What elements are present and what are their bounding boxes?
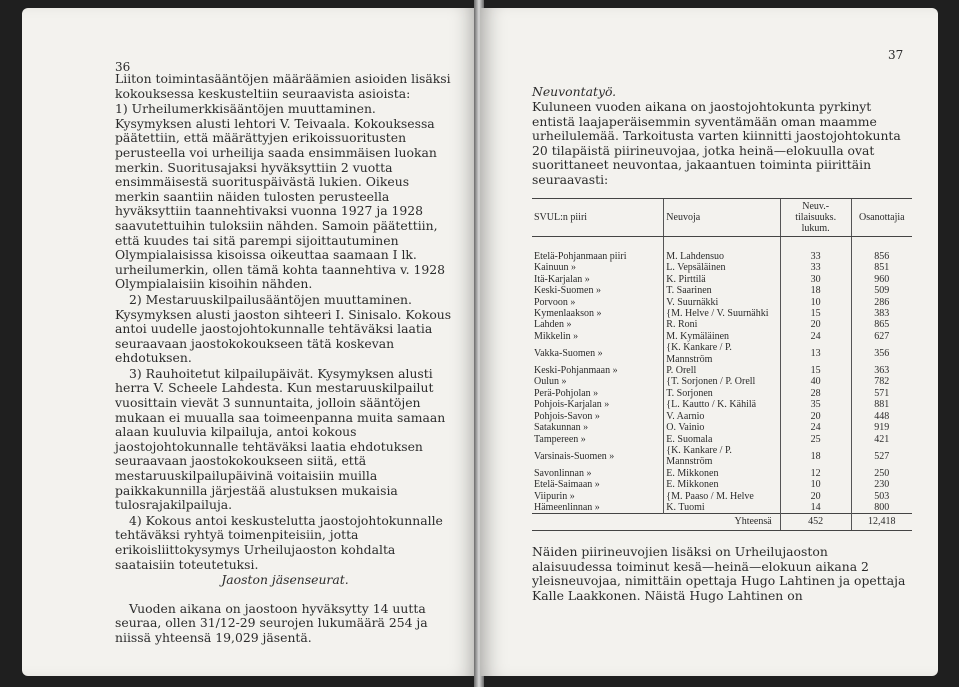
- table-row: [532, 308, 912, 319]
- cell-events: 24: [780, 422, 851, 433]
- cell-district: Mikkelin »: [534, 330, 579, 342]
- cell-district: Kainuun »: [534, 262, 576, 274]
- cell-participants: 356: [851, 342, 912, 365]
- cell-district: Pohjois-Karjalan »: [534, 399, 610, 411]
- cell-events: 20: [780, 411, 851, 422]
- cell-events: 20: [780, 491, 851, 502]
- cell-events: 33: [780, 262, 851, 273]
- cell-participants: 448: [851, 411, 912, 422]
- cell-events: 35: [780, 399, 851, 410]
- cell-counselor: V. Suurnäkki: [664, 297, 780, 308]
- cell-participants: 363: [851, 365, 912, 376]
- cell-counselor: {K. Kankare / P. Mannström: [664, 342, 780, 365]
- counselors-table: [532, 198, 912, 531]
- left-page: [22, 8, 477, 676]
- table-row: [532, 285, 912, 296]
- cell-counselor: R. Roni: [664, 319, 780, 330]
- cell-events: 12: [780, 468, 851, 479]
- cell-participants: 782: [851, 376, 912, 387]
- cell-participants: 509: [851, 285, 912, 296]
- table-row: [532, 262, 912, 273]
- cell-events: 20: [780, 319, 851, 330]
- cell-district: Itä-Karjalan »: [534, 273, 590, 285]
- cell-district: Perä-Pohjolan »: [534, 387, 599, 399]
- cell-counselor: M. Kymäläinen: [664, 331, 780, 342]
- cell-participants: 627: [851, 331, 912, 342]
- cell-participants: 856: [851, 237, 912, 263]
- section-heading-members: Jaoston jäsenseurat.: [221, 572, 349, 588]
- paragraph-3: 3) Rauhoitetut kilpailupäivät. Kysymyksen alusti herra V. Scheele Lahdesta. Kun mestaruuskilpailut vuosittain vievät 3 sunnuntaita, jolloin sääntöjen mukaan ei muualla saa toimeenpanna muita samaan alaan kuuluvia kilpailuja, antoi kokous jaostojohtokunnalle tehtäväksi laatia ehdotuksen seuraavaan jaostokokoukseen siitä, että mestaruuskilpailupäivinä voitaisiin muilla paikkakunnilla järjestää alustuksen mukaisia tulosrajakilpailuja.: [115, 365, 446, 513]
- cell-counselor: {L. Kautto / K. Kähilä: [664, 399, 780, 410]
- page-number-right: 37: [888, 48, 904, 62]
- cell-events: 25: [780, 434, 851, 445]
- right-page: [480, 8, 938, 676]
- cell-district: Savonlinnan »: [534, 467, 592, 479]
- paragraph-4: 4) Kokous antoi keskustelutta jaostojohtokunnalle tehtäväksi ryhtyä toimenpiteisiin, jotta erikoisliittokysymys Urheilujaoston kohdalta saataisiin toteutetuksi.: [115, 512, 443, 572]
- cell-district: Porvoon »: [534, 296, 576, 308]
- cell-counselor: M. Lahdensuo: [664, 237, 780, 263]
- total-events: 452: [780, 514, 851, 530]
- cell-counselor: T. Saarinen: [664, 285, 780, 296]
- cell-counselor: {M. Helve / V. Suurnähki: [664, 308, 780, 319]
- cell-participants: 250: [851, 468, 912, 479]
- section-heading-counseling: Neuvontatyö.: [532, 84, 617, 99]
- table-row: [532, 237, 912, 263]
- cell-district: Keski-Pohjanmaan »: [534, 365, 618, 377]
- cell-district: Hämeenlinnan »: [534, 501, 600, 513]
- paragraph-2: 2) Mestaruuskilpailusääntöjen muuttaminen. Kysymyksen alusti jaoston sihteeri I. Sinisalo. Kokous antoi uudelle jaostojohtokunnalle tehtäväksi laatia seuraavaan jaostokokoukseen tätä koskevan ehdotuksen.: [115, 291, 452, 366]
- cell-participants: 230: [851, 479, 912, 490]
- cell-district: Vakka-Suomen »: [534, 347, 603, 359]
- cell-counselor: K. Tuomi: [664, 502, 780, 514]
- cell-events: 15: [780, 308, 851, 319]
- column-header-district: SVUL:n piiri: [532, 199, 664, 237]
- cell-participants: 960: [851, 274, 912, 285]
- table-row: [532, 491, 912, 502]
- table-row: [532, 331, 912, 342]
- table-row: [532, 274, 912, 285]
- cell-participants: 571: [851, 388, 912, 399]
- cell-events: 10: [780, 297, 851, 308]
- cell-participants: 527: [851, 445, 912, 468]
- table-row: [532, 445, 912, 468]
- cell-participants: 800: [851, 502, 912, 514]
- cell-events: 18: [780, 285, 851, 296]
- table-row: [532, 319, 912, 330]
- cell-district: Tampereen »: [534, 433, 586, 445]
- cell-district: Keski-Suomen »: [534, 285, 601, 297]
- cell-events: 10: [780, 479, 851, 490]
- table-row: [532, 399, 912, 410]
- cell-district: Etelä-Pohjanmaan piiri: [534, 251, 627, 262]
- paragraph-intro: Liiton toimintasääntöjen määräämien asioiden lisäksi kokouksessa keskusteltiin seuraavista asioista:: [115, 71, 451, 101]
- cell-counselor: {T. Sorjonen / P. Orell: [664, 376, 780, 387]
- cell-events: 33: [780, 237, 851, 263]
- cell-counselor: P. Orell: [664, 365, 780, 376]
- table-row: [532, 479, 912, 490]
- table-row: [532, 342, 912, 365]
- table-body: [532, 237, 912, 514]
- cell-events: 28: [780, 388, 851, 399]
- table-row: [532, 376, 912, 387]
- cell-counselor: {K. Kankare / P. Mannström: [664, 445, 780, 468]
- table-header-row: [532, 199, 912, 237]
- paragraph-counseling-intro: Kuluneen vuoden aikana on jaostojohtokunta pyrkinyt entistä laajaperäisemmin syventämään oman maamme urheilulemää. Tarkoitusta varten kiinnitti jaostojohtokunta 20 tilapäistä piirineuvojaa, jotka heinä—elokuulla ovat suorittaneet neuvontaa, jakaantuen toiminta piirittäin seuraavasti:: [532, 99, 901, 187]
- table-row: [532, 388, 912, 399]
- cell-district: Pohjois-Savon »: [534, 410, 600, 422]
- table-total-row: [532, 514, 912, 530]
- table-row: [532, 297, 912, 308]
- cell-counselor: V. Aarnio: [664, 411, 780, 422]
- total-label: Yhteensä: [532, 514, 780, 530]
- cell-district: Varsinais-Suomen »: [534, 450, 615, 462]
- table-row: [532, 502, 912, 514]
- cell-counselor: E. Mikkonen: [664, 479, 780, 490]
- cell-events: 14: [780, 502, 851, 514]
- cell-participants: 503: [851, 491, 912, 502]
- column-header-events: Neuv.-tilaisuuks. lukum.: [780, 199, 851, 237]
- cell-counselor: K. Pirttilä: [664, 274, 780, 285]
- table-row: [532, 365, 912, 376]
- cell-district: Lahden »: [534, 319, 572, 331]
- cell-participants: 851: [851, 262, 912, 273]
- cell-events: 30: [780, 274, 851, 285]
- cell-district: Viipurin »: [534, 490, 575, 502]
- cell-district: Etelä-Saimaan »: [534, 479, 600, 491]
- cell-district: Kymenlaakson »: [534, 308, 602, 320]
- left-page-text: [115, 72, 455, 646]
- paragraph-after-table: Näiden piirineuvojien lisäksi on Urheilujaoston alaisuudessa toiminut kesä—heinä—elokuun aikana 2 yleisneuvojaa, nimittäin opettaja Hugo Lahtinen ja opettaja Kalle Laakkonen. Näistä Hugo Lahtinen on: [532, 544, 906, 603]
- cell-events: 15: [780, 365, 851, 376]
- cell-counselor: L. Vepsäläinen: [664, 262, 780, 273]
- cell-district: Oulun »: [534, 376, 567, 388]
- cell-events: 40: [780, 376, 851, 387]
- cell-counselor: E. Suomala: [664, 434, 780, 445]
- column-header-participants: Osanottajia: [851, 199, 912, 237]
- cell-participants: 421: [851, 434, 912, 445]
- cell-counselor: E. Mikkonen: [664, 468, 780, 479]
- cell-events: 18: [780, 445, 851, 468]
- table-row: [532, 468, 912, 479]
- table-row: [532, 422, 912, 433]
- cell-district: Satakunnan »: [534, 422, 589, 434]
- paragraph-members: Vuoden aikana on jaostoon hyväksytty 14 uutta seuraa, ollen 31/12-29 seurojen lukumäärä 254 ja niissä yhteensä 19,029 jäsentä.: [115, 600, 428, 645]
- cell-counselor: T. Sorjonen: [664, 388, 780, 399]
- column-header-counselor: Neuvoja: [664, 199, 780, 237]
- paragraph-1: 1) Urheilumerkkisääntöjen muuttaminen. Kysymyksen alusti lehtori V. Teivaala. Kokouksessa päätettiin, että määrättyjen erikoissuoritusten perusteella voi urheilija saada ensimmäisen luokan merkin. Suoritusajaksi hyväksyttiin 2 vuotta ensimmäisestä suorituspäivästä lukien. Oikeus merkin saantiin näiden tulosten perusteella hyväksyttiin taannehtivaksi vuonna 1927 ja 1928 saavutettuihin tuloksiin nähden. Samoin päätettiin, että kuudes tai sitä parempi sijoittautuminen Olympialaisissa kisoissa oikeuttaa saamaan I lk. urheilumerkin, ollen tämä kohta taannehtiva v. 1928 Olympialaisiin kisoihin nähden.: [115, 101, 446, 292]
- total-participants: 12,418: [851, 514, 912, 530]
- cell-participants: 286: [851, 297, 912, 308]
- cell-participants: 383: [851, 308, 912, 319]
- table-row: [532, 411, 912, 422]
- cell-participants: 881: [851, 399, 912, 410]
- cell-events: 24: [780, 331, 851, 342]
- cell-events: 13: [780, 342, 851, 365]
- cell-participants: 865: [851, 319, 912, 330]
- cell-participants: 919: [851, 422, 912, 433]
- cell-counselor: {M. Paaso / M. Helve: [664, 491, 780, 502]
- page-number-left: 36: [115, 60, 131, 74]
- table-row: [532, 434, 912, 445]
- cell-counselor: O. Vainio: [664, 422, 780, 433]
